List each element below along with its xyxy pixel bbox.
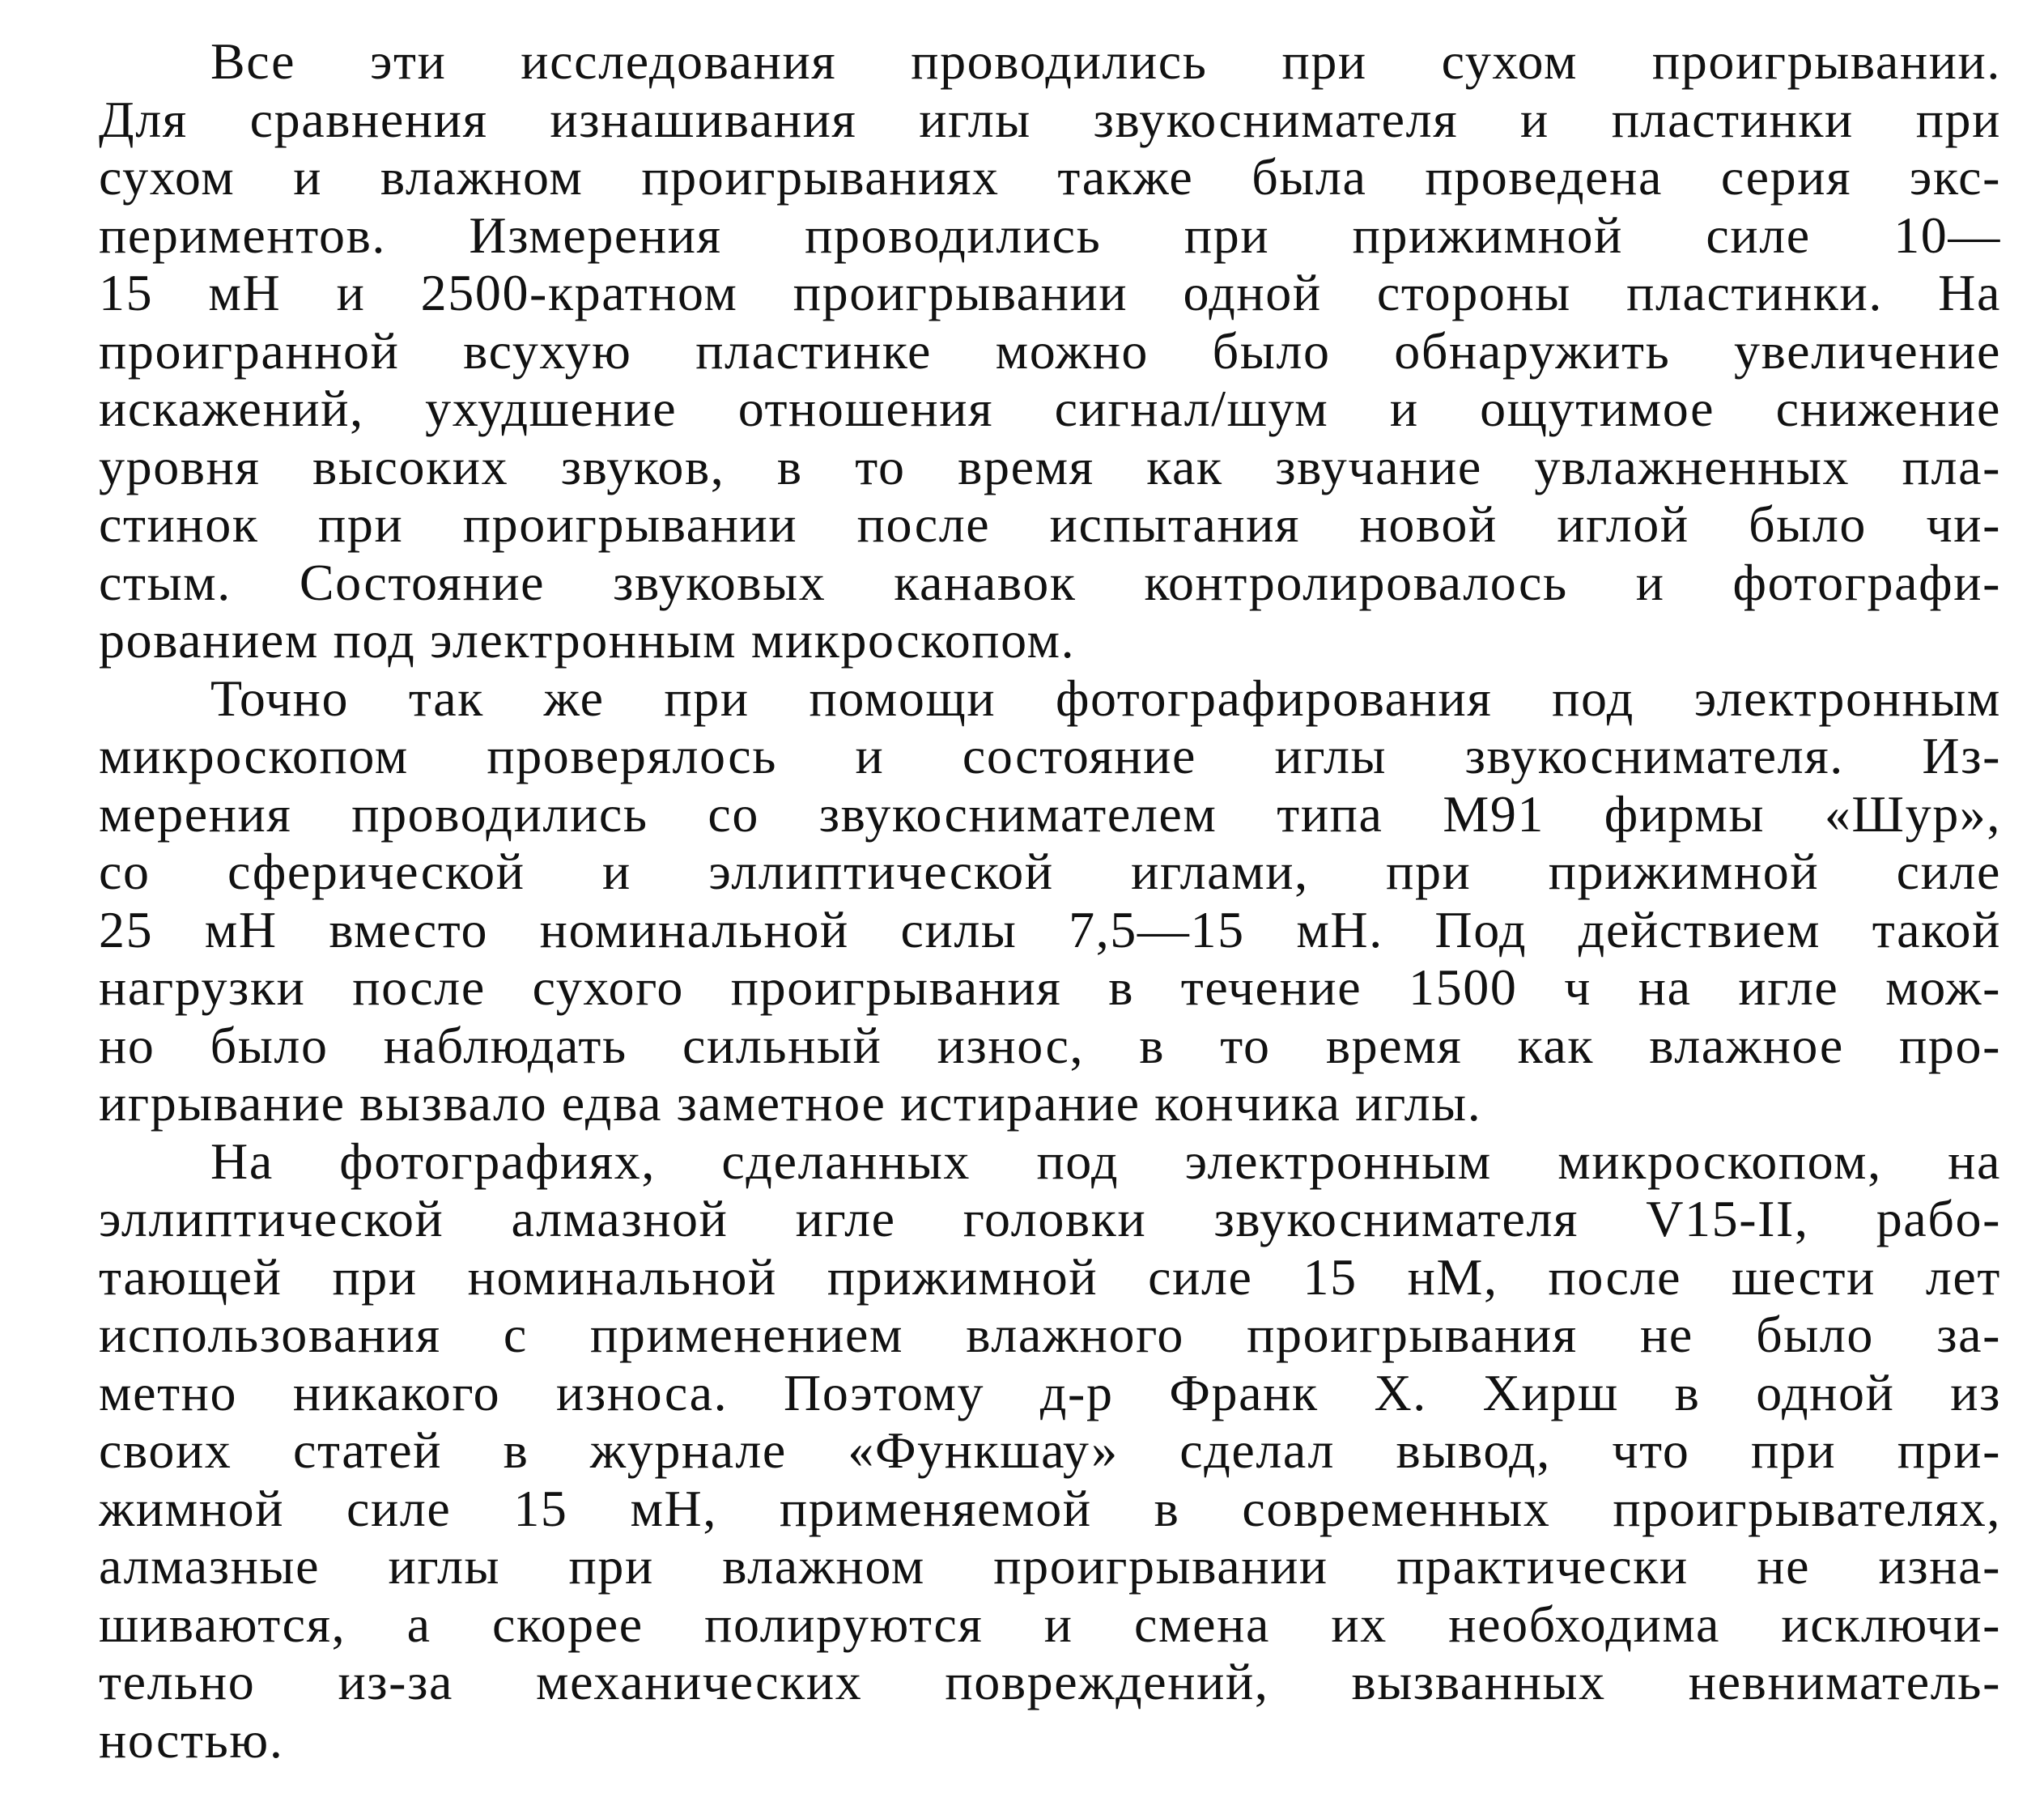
text-line: На фотографиях, сделанных под электронным микроскопом, на <box>210 1132 2001 1190</box>
text-line: проигранной всухую пластинке можно было обнаружить увеличение <box>99 321 2001 380</box>
text-line: стинок при проигрывании после испытания новой иглой было чи- <box>99 495 2001 553</box>
text-line: тающей при номинальной прижимной силе 15 нМ, после шести лет <box>99 1247 2001 1306</box>
text-line: сухом и влажном проигрываниях также была проведена серия экс- <box>99 148 2001 206</box>
text-line: рованием под электронным микроскопом. <box>99 611 1076 669</box>
paragraph-1 <box>99 32 2001 669</box>
text-line: тельно из-за механических повреждений, вызванных невниматель- <box>99 1653 2001 1710</box>
text-line: искажений, ухудшение отношения сигнал/шум и ощутимое снижение <box>99 380 2001 437</box>
paragraph-3 <box>99 1132 2001 1769</box>
text-line: эллиптической алмазной игле головки звукоснимателя V15-II, рабо- <box>99 1190 2001 1247</box>
text-line: жимной силе 15 мН, применяемой в современных проигрывателях, <box>99 1479 2001 1537</box>
text-line: Все эти исследования проводились при сухом проигрывании. <box>210 32 2001 90</box>
text-line: использования с применением влажного проигрывания не было за- <box>99 1306 2001 1363</box>
text-line: Точно так же при помощи фотографирования под электронным <box>210 669 2001 727</box>
text-line: ностью. <box>99 1710 284 1769</box>
text-line: но было наблюдать сильный износ, в то время как влажное про- <box>99 1016 2001 1074</box>
text-line: мерения проводились со звукоснимателем типа М91 фирмы «Шур», <box>99 784 2001 843</box>
text-line: алмазные иглы при влажном проигрывании практически не изна- <box>99 1537 2001 1595</box>
text-line: уровня высоких звуков, в то время как звучание увлажненных пла- <box>99 437 2001 495</box>
text-line: шиваются, а скорее полируются и смена их необходима исключи- <box>99 1595 2001 1653</box>
text-line: периментов. Измерения проводились при прижимной силе 10— <box>99 206 2001 264</box>
text-line: нагрузки после сухого проигрывания в течение 1500 ч на игле мож- <box>99 958 2001 1016</box>
text-line: метно никакого износа. Поэтому д-р Франк X. Хирш в одной из <box>99 1363 2001 1421</box>
text-line: микроскопом проверялось и состояние иглы звукоснимателя. Из- <box>99 727 2001 784</box>
text-line: со сферической и эллиптической иглами, при прижимной силе <box>99 843 2001 900</box>
text-line: стым. Состояние звуковых канавок контролировалось и фотографи- <box>99 553 2001 611</box>
text-line: своих статей в журнале «Функшау» сделал вывод, что при при- <box>99 1421 2001 1479</box>
document-page <box>99 32 2001 1769</box>
text-line: 15 мН и 2500-кратном проигрывании одной стороны пластинки. На <box>99 264 2001 321</box>
text-line: Для сравнения изнашивания иглы звукоснимателя и пластинки при <box>99 90 2001 148</box>
text-line: 25 мН вместо номинальной силы 7,5—15 мН. Под действием такой <box>99 900 2001 958</box>
text-line: игрывание вызвало едва заметное истирание кончика иглы. <box>99 1074 1482 1132</box>
paragraph-2 <box>99 669 2001 1132</box>
